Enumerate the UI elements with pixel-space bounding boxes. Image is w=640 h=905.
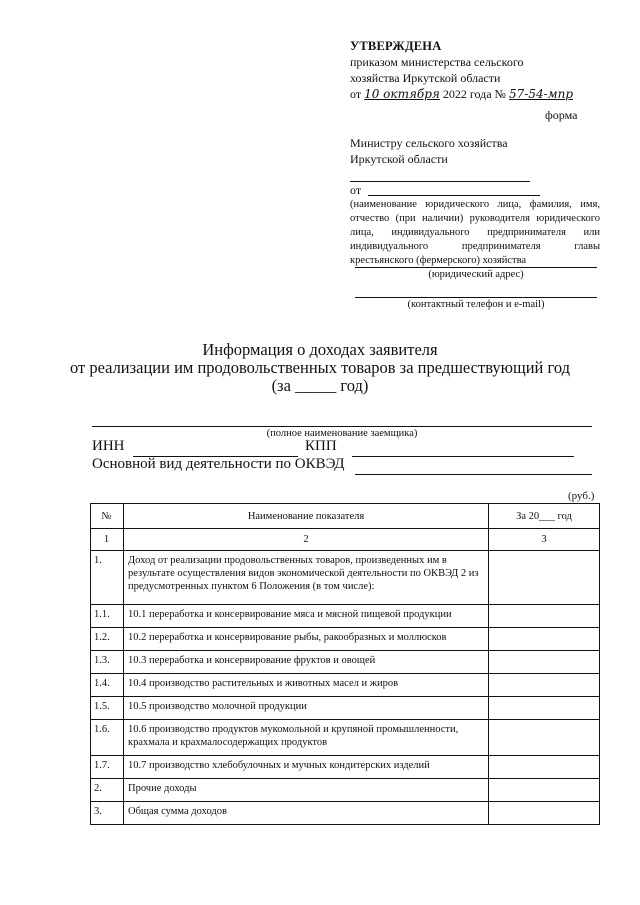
approval-number-handwritten: 57-54-мпр (509, 87, 574, 101)
row-value-cell[interactable] (489, 779, 600, 802)
table-row (91, 605, 600, 628)
row-value-cell[interactable] (489, 756, 600, 779)
legal-address-note: (юридический адрес) (428, 269, 524, 280)
table-row (91, 756, 600, 779)
table-column-numbers-row (91, 529, 600, 551)
row-value-cell[interactable] (489, 720, 600, 756)
row-number: 3. (91, 802, 124, 825)
row-indicator-name: Общая сумма доходов (124, 802, 489, 825)
kpp-field[interactable] (352, 440, 574, 457)
table-header-row (91, 504, 600, 529)
applicant-note: (наименование юридического лица, фамилия, имя, отчество (при наличии) руководителя юридического лица, индивидуального предпринимателя или индивидуального предпринимателя главы крестьянского (фермерского) хозяйства (350, 199, 600, 266)
row-number: 1.4. (91, 674, 124, 697)
approval-date-handwritten: 10 октября (364, 87, 440, 101)
addressee-from-label: от (350, 183, 362, 197)
header-number: № (91, 504, 124, 529)
income-table (90, 503, 600, 825)
approval-block (350, 38, 620, 102)
row-indicator-name: 10.5 производство молочной продукции (124, 697, 489, 720)
addressee-line-1: Министру сельского хозяйства (350, 136, 508, 150)
row-indicator-name: 10.1 переработка и консервирование мяса и мясной пищевой продукции (124, 605, 489, 628)
contacts-blank (355, 283, 597, 298)
row-number: 1.3. (91, 651, 124, 674)
col-number-2: 2 (124, 529, 489, 551)
addressee-line-2: Иркутской области (350, 152, 448, 166)
row-value-cell[interactable] (489, 605, 600, 628)
addressee-blank-line (350, 167, 530, 182)
table-row (91, 674, 600, 697)
row-indicator-name: 10.7 производство хлебобулочных и мучных кондитерских изделий (124, 756, 489, 779)
table-row (91, 628, 600, 651)
addressee-from-blank (368, 182, 540, 196)
row-number: 1.1. (91, 605, 124, 628)
borrower-blank (92, 412, 592, 427)
col-number-3: 3 (489, 529, 600, 551)
row-value-cell[interactable] (489, 697, 600, 720)
contacts-note: (контактный телефон и e-mail) (407, 299, 545, 310)
borrower-note: (полное наименование заемщика) (266, 428, 418, 439)
table-row (91, 651, 600, 674)
approval-from-label: от (350, 87, 362, 101)
row-value-cell[interactable] (489, 802, 600, 825)
legal-address-blank (355, 253, 597, 268)
units-label: (руб.) (568, 490, 595, 502)
header-indicator: Наименование показателя (124, 504, 489, 529)
approval-year-text: 2022 года № (442, 87, 507, 101)
row-number: 1.5. (91, 697, 124, 720)
row-number: 2. (91, 779, 124, 802)
row-indicator-name: Прочие доходы (124, 779, 489, 802)
okved-field[interactable] (355, 458, 592, 475)
row-indicator-name: Доход от реализации продовольственных товаров, произведенных им в результате осуществления видов экономической деятельности по ОКВЭД 2 из предусмотренных пунктом 6 Положения (в том числе): (124, 551, 489, 605)
row-number: 1.7. (91, 756, 124, 779)
table-row (91, 551, 600, 605)
approval-line-1: приказом министерства сельского (350, 55, 524, 69)
row-number: 1.6. (91, 720, 124, 756)
addressee-block (350, 135, 600, 268)
row-number: 1. (91, 551, 124, 605)
doc-title-line-1: Информация о доходах заявителя (202, 340, 438, 359)
row-number: 1.2. (91, 628, 124, 651)
approval-line-2: хозяйства Иркутской области (350, 71, 501, 85)
row-indicator-name: 10.4 производство растительных и животных масел и жиров (124, 674, 489, 697)
row-value-cell[interactable] (489, 551, 600, 605)
row-indicator-name: 10.3 переработка и консервирование фруктов и овощей (124, 651, 489, 674)
doc-title-line-2: от реализации им продовольственных товаров за предшествующий год (69, 358, 571, 377)
table-row (91, 697, 600, 720)
approval-date-line (350, 86, 620, 102)
header-year: За 20___ год (489, 504, 600, 529)
okved-label: Основной вид деятельности по ОКВЭД (92, 456, 345, 472)
approval-title: УТВЕРЖДЕНА (350, 39, 442, 53)
doc-title-line-3: (за _____ год) (271, 376, 369, 395)
addressee-from-row (350, 182, 600, 198)
kpp-label: КПП (305, 438, 337, 454)
inn-label: ИНН (92, 438, 125, 454)
row-value-cell[interactable] (489, 651, 600, 674)
table-row (91, 779, 600, 802)
row-indicator-name: 10.6 производство продуктов мукомольной и крупяной промышленности, крахмала и крахмалосодержащих продуктов (124, 720, 489, 756)
table-row (91, 720, 600, 756)
table-row (91, 802, 600, 825)
col-number-1: 1 (91, 529, 124, 551)
row-value-cell[interactable] (489, 628, 600, 651)
row-value-cell[interactable] (489, 674, 600, 697)
form-label: форма (545, 108, 578, 122)
row-indicator-name: 10.2 переработка и консервирование рыбы, ракообразных и моллюсков (124, 628, 489, 651)
inn-field[interactable] (133, 440, 298, 457)
